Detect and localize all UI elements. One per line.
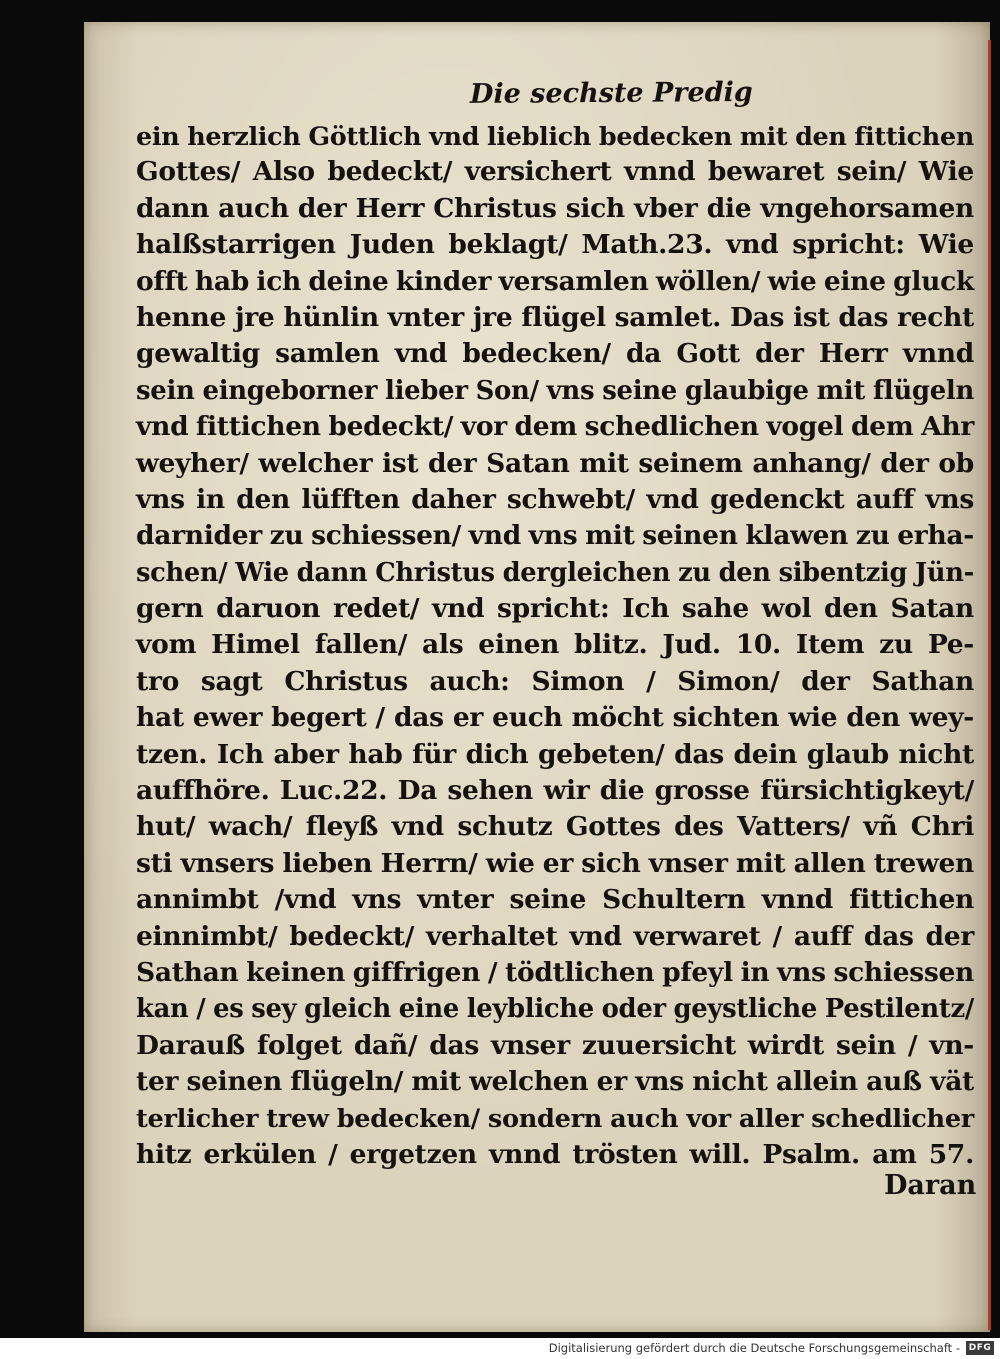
text-block	[136, 118, 977, 1214]
text-line: tzen. Ich aber hab für dich gebeten/ das dein glaub nicht	[136, 738, 974, 770]
text-line: hat ewer begert / das er euch möcht sichten wie den wey-	[136, 702, 974, 734]
text-line: gewaltig samlen vnd bedecken/ da Gott der Herr vnnd	[136, 338, 974, 370]
text-line: ein herzlich Göttlich vnd lieblich bedecken mit den fittichen	[136, 121, 974, 151]
text-line: vom Himel fallen/ als einen blitz. Jud. 10. Item zu Pe-	[136, 629, 974, 661]
footer-bar	[0, 1338, 1000, 1359]
text-line: hitz erkülen / ergetzen vnnd trösten will. Psalm. am 57.	[136, 1138, 974, 1170]
text-line: halßstarrigen Juden beklagt/ Math.23. vnd spricht: Wie	[136, 229, 974, 261]
text-line: hut/ wach/ fleyß vnd schutz Gottes des Vatters/ vñ Chri	[136, 811, 974, 843]
text-line: terlicher trew bedecken/ sondern auch vor aller schedlicher	[136, 1103, 974, 1134]
dfg-logo: DFG	[966, 1341, 994, 1355]
text-line: darnider zu schiessen/ vnd vns mit seinen klawen zu erha-	[136, 520, 974, 552]
text-line: sti vnsers lieben Herrn/ wie er sich vnser mit allen trewen	[136, 847, 974, 879]
text-line: einnimbt/ bedeckt/ verhaltet vnd verwaret / auff das der	[136, 920, 974, 952]
text-line: vnd fittichen bedeckt/ vor dem schedlichen vogel dem Ahr	[136, 411, 974, 443]
text-line: auffhöre. Luc.22. Da sehen wir die grosse fürsichtigkeyt/	[136, 775, 974, 807]
text-line: weyher/ welcher ist der Satan mit seinem anhang/ der ob	[136, 447, 974, 479]
running-head: Die sechste Predig	[469, 76, 753, 110]
text-line: Gottes/ Also bedeckt/ versichert vnnd bewaret sein/ Wie	[136, 156, 974, 188]
text-line: vns in den lüfften daher schwebt/ vnd gedenckt auff vns	[136, 483, 974, 515]
text-line: schen/ Wie dann Christus dergleichen zu den sibentzig Jün-	[136, 557, 974, 588]
text-line: gern daruon redet/ vnd spricht: Ich sahe wol den Satan	[136, 593, 974, 625]
text-line: annimbt /vnd vns vnter seine Schultern vnnd fittichen	[136, 884, 974, 916]
text-line: Sathan keinen giffrigen / tödtlichen pfeyl in vns schiessen	[136, 956, 974, 988]
text-line: henne jre hünlin vnter jre flügel samlet. Das ist das recht	[136, 301, 974, 333]
text-line: tro sagt Christus auch: Simon / Simon/ der Sathan	[136, 665, 974, 697]
text-line: kan / es sey gleich eine leybliche oder geystliche Pestilentz/	[136, 994, 974, 1025]
text-line: ter seinen flügeln/ mit welchen er vns nicht allein auß vät	[136, 1066, 974, 1098]
text-line: sein eingeborner lieber Son/ vns seine glaubige mit flügeln	[136, 375, 974, 406]
text-line: Darauß folget dañ/ das vnser zuuersicht wirdt sein / vn-	[136, 1029, 974, 1061]
text-line: offt hab ich deine kinder versamlen wöllen/ wie eine gluck	[136, 265, 974, 297]
page-edge	[988, 40, 991, 1330]
catchword: Daran	[884, 1170, 977, 1201]
text-line: dann auch der Herr Christus sich vber die vngehorsamen	[136, 192, 974, 224]
funding-credit: Digitalisierung gefördert durch die Deutsche Forschungsgemeinschaft -	[548, 1341, 960, 1355]
